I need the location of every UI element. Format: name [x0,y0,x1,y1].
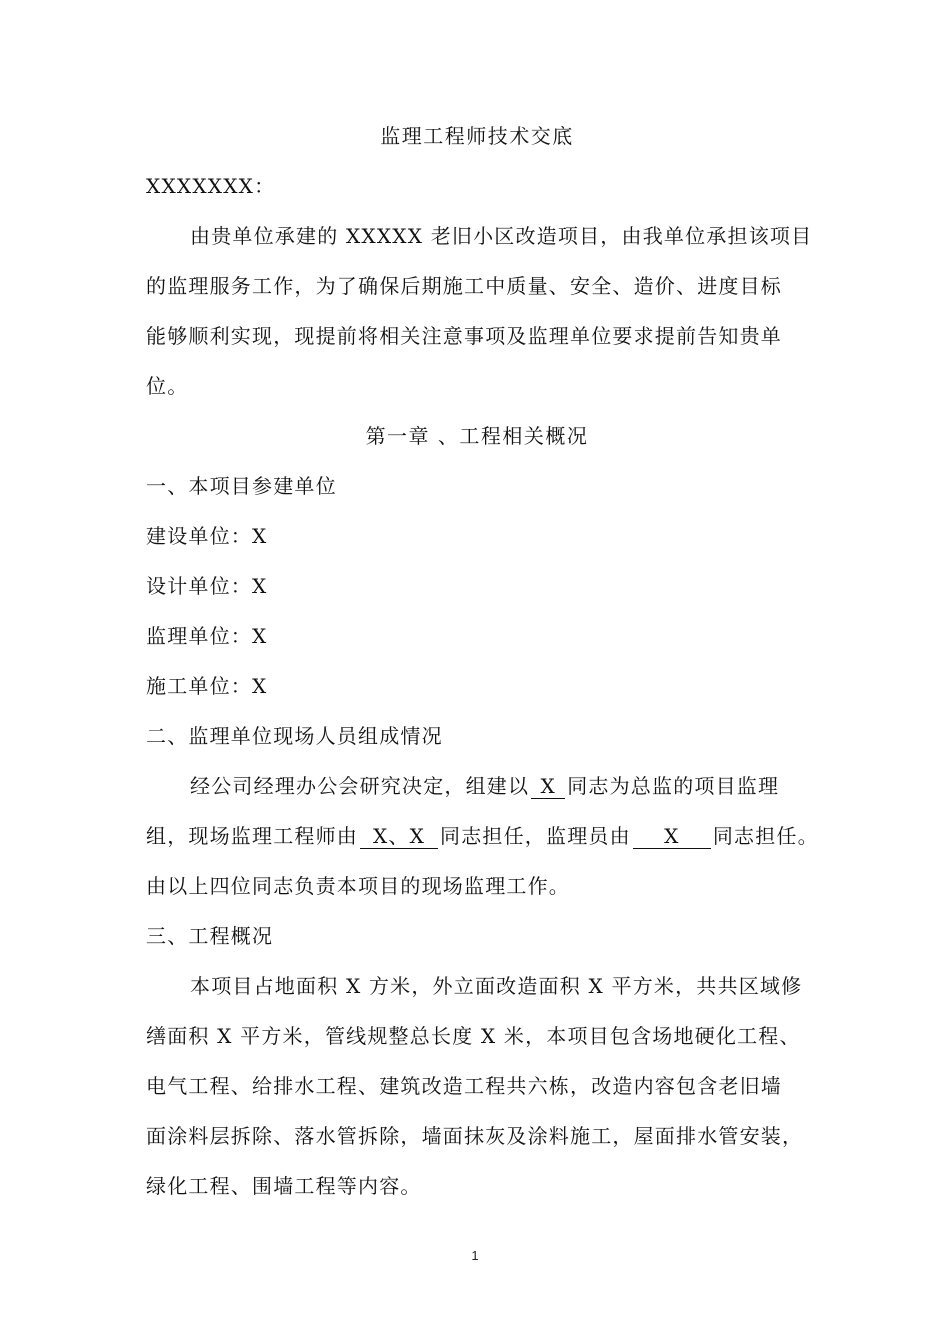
chapter-title: 第一章 、工程相关概况 [365,424,589,448]
section3-line-2: 缮面积 X 平方米，管线规整总长度 X 米，本项目包含场地硬化工程、 [146,1024,801,1048]
section2-line2-middle: 同志担任，监理员由 [440,824,631,848]
section2-line1-before: 经公司经理办公会研究决定，组建以 [190,774,530,798]
section2-line-3: 由以上四位同志负责本项目的现场监理工作。 [146,874,570,898]
document-title: 监理工程师技术交底 [380,124,574,148]
intro-line-1: 由贵单位承建的 XXXXX 老旧小区改造项目，由我单位承担该项目 [190,224,813,248]
section3-line-5: 绿化工程、围墙工程等内容。 [146,1174,422,1198]
unit-design: 设计单位：X [146,574,268,598]
section2-line2-before: 组，现场监理工程师由 [146,824,358,848]
section3-heading: 三、工程概况 [146,924,274,948]
supervisor-blank: X [633,824,711,849]
section3-line-4: 面涂料层拆除、落水管拆除，墙面抹灰及涂料施工，屋面排水管安装， [146,1124,804,1148]
section2-line-2 [146,822,819,850]
section3-line-3: 电气工程、给排水工程、建筑改造工程共六栋，改造内容包含老旧墙 [146,1074,782,1098]
supervision-engineer-blank: X、X [360,824,438,849]
section2-heading: 二、监理单位现场人员组成情况 [146,724,443,748]
page-number: 1 [471,1248,479,1263]
intro-line-3: 能够顺利实现，现提前将相关注意事项及监理单位要求提前告知贵单 [146,324,782,348]
section3-line-1: 本项目占地面积 X 方米，外立面改造面积 X 平方米，共共区域修 [190,974,803,998]
section2-line-1 [190,772,808,800]
section2-line1-after: 同志为总监的项目监理 [567,774,780,798]
unit-supervision: 监理单位：X [146,624,268,648]
unit-contractor: 施工单位：X [146,674,268,698]
intro-line-2: 的监理服务工作，为了确保后期施工中质量、安全、造价、进度目标 [146,274,782,298]
section2-line2-after: 同志担任。 [712,824,819,848]
intro-line-4: 位。 [146,374,189,398]
unit-construction: 建设单位：X [146,524,268,548]
chief-supervisor-blank: X [531,774,565,799]
section1-heading: 一、本项目参建单位 [146,474,337,498]
salutation: XXXXXXX： [146,174,276,198]
